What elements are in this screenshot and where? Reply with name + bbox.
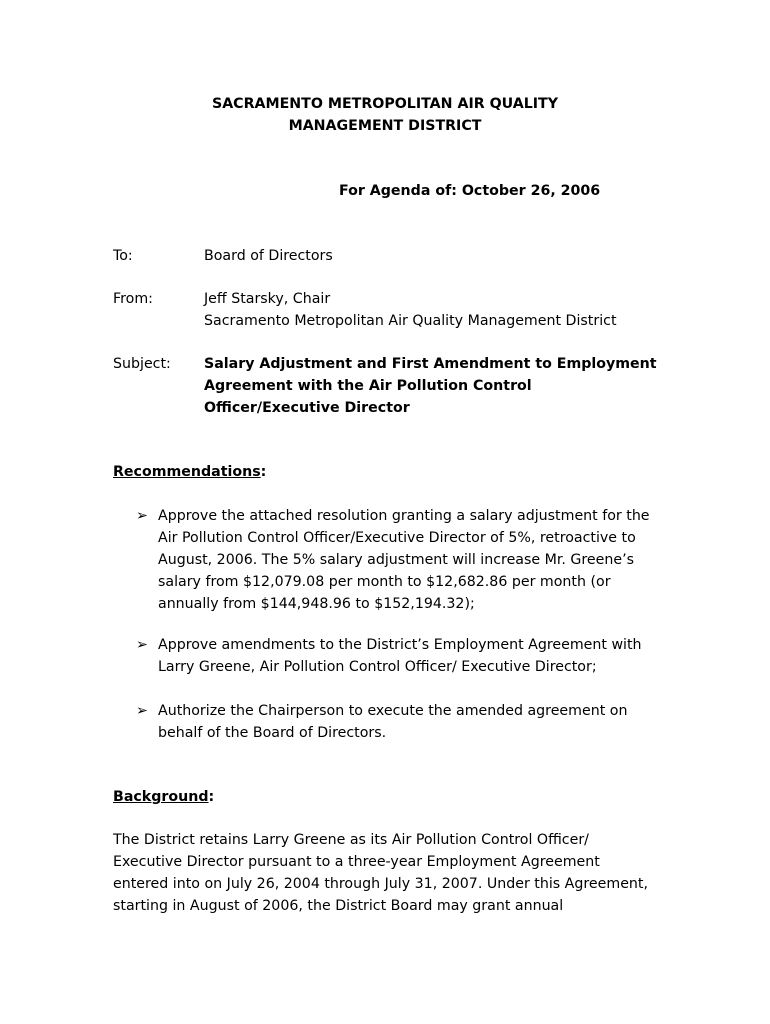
recommendations-heading-text: Recommendations <box>113 464 261 480</box>
document-title-line-1: SACRAMENTO METROPOLITAN AIR QUALITY <box>211 96 558 112</box>
from-organization: Sacramento Metropolitan Air Quality Management District <box>204 313 617 329</box>
recommendation-item: Approve the attached resolution granting a salary adjustment for the Air Pollution Control Officer/Executive Director of 5%, retroactive to August, 2006. The 5% salary adjustment will increase Mr. Greene’s salary from $12,079.08 per month to $12,682.86 per month (or annually from $144,948.96 to $152,194.32); <box>158 508 650 612</box>
arrow-bullet-icon: ➢ <box>136 508 148 524</box>
subject-text: Salary Adjustment and First Amendment to Employment Agreement with the Air Pollution Control Officer/Executive Director <box>204 356 657 416</box>
subject-label: Subject: <box>113 356 171 372</box>
background-heading-colon: : <box>208 789 215 805</box>
to-label: To: <box>113 248 133 264</box>
recommendation-item: Authorize the Chairperson to execute the amended agreement on behalf of the Board of Directors. <box>158 703 628 741</box>
document-title-line-2: MANAGEMENT DISTRICT <box>288 118 482 134</box>
to-value: Board of Directors <box>204 248 333 264</box>
recommendations-heading <box>113 461 266 483</box>
arrow-bullet-icon: ➢ <box>136 703 148 719</box>
background-heading <box>113 786 214 808</box>
from-label: From: <box>113 291 153 307</box>
background-heading-text: Background <box>113 789 209 805</box>
arrow-bullet-icon: ➢ <box>136 637 148 653</box>
agenda-date: For Agenda of: October 26, 2006 <box>339 183 601 199</box>
recommendation-item: Approve amendments to the District’s Employment Agreement with Larry Greene, Air Pollution Control Officer/ Executive Director; <box>158 637 642 675</box>
recommendations-heading-colon: : <box>260 464 267 480</box>
background-paragraph: The District retains Larry Greene as its Air Pollution Control Officer/ Executive Director pursuant to a three-year Employment Agreement entered into on July 26, 2004 through July 31, 2007. Under this Agreement, starting in August of 2006, the District Board may grant annual <box>113 832 648 914</box>
from-name: Jeff Starsky, Chair <box>204 291 331 307</box>
